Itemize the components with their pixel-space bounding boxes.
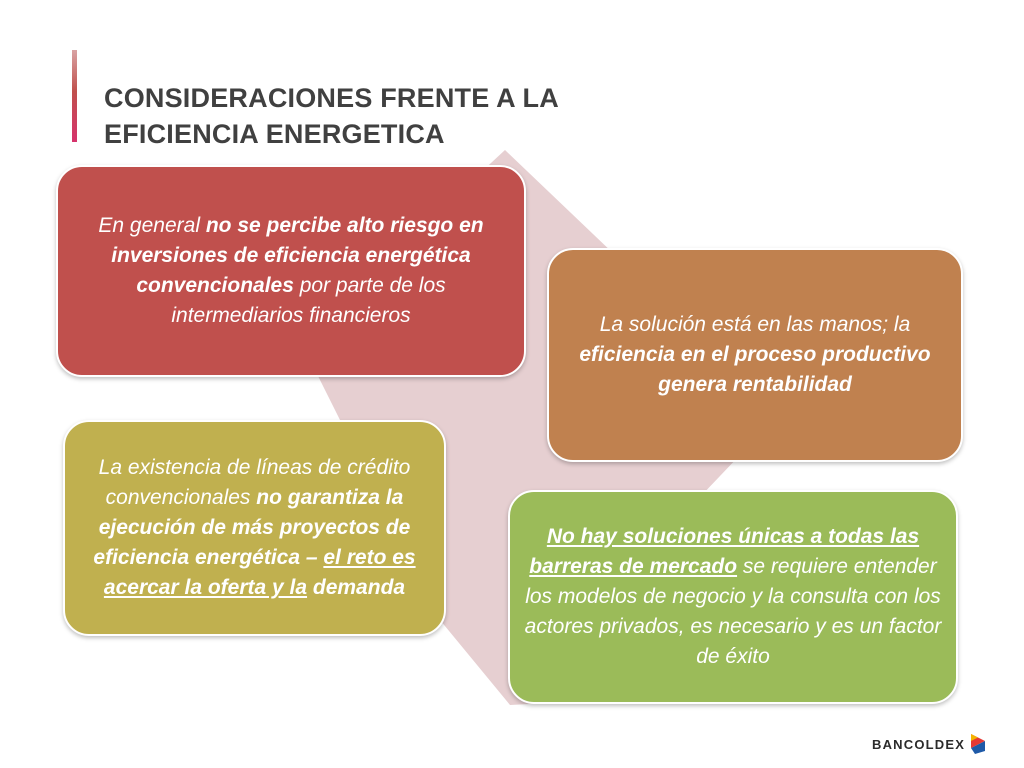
box-risk-text-2: no se percibe alto riesgo en inversiones de eficiencia energética convencionales (111, 214, 484, 297)
box-solution (547, 248, 963, 462)
box-risk-text-3: por parte de los intermediarios financieros (171, 274, 446, 327)
box-no-unique-solutions (508, 490, 958, 704)
title-line-1: CONSIDERACIONES FRENTE A LA (104, 83, 559, 114)
box-credit-text-2: no garantiza la ejecución de más proyectos de eficiencia energética – (93, 486, 411, 569)
logo-mark-icon (969, 733, 987, 755)
box-green-text-1: No hay soluciones únicas a todas las barreras de mercado (529, 525, 920, 578)
title-line-2: EFICIENCIA ENERGETICA (104, 119, 445, 150)
box-credit-text-4: demanda (307, 576, 406, 599)
logo-text: BANCOLDEX (872, 736, 966, 752)
bancoldex-logo (872, 733, 987, 755)
box-solution-text-1: La solución está en las manos; la (599, 313, 911, 336)
box-risk-perception (56, 165, 526, 377)
box-credit-text-3: el reto es acercar la oferta y la (103, 546, 416, 599)
box-credit-text-1: La existencia de líneas de crédito convencionales (98, 456, 411, 509)
box-credit-lines (63, 420, 446, 636)
box-green-text-2: se requiere entender los modelos de negocio y la consulta con los actores privados, es necesario y es un factor de éxito (524, 555, 942, 668)
box-risk-text-1: En general (98, 214, 206, 237)
box-solution-text-2: eficiencia en el proceso productivo genera rentabilidad (579, 343, 931, 396)
